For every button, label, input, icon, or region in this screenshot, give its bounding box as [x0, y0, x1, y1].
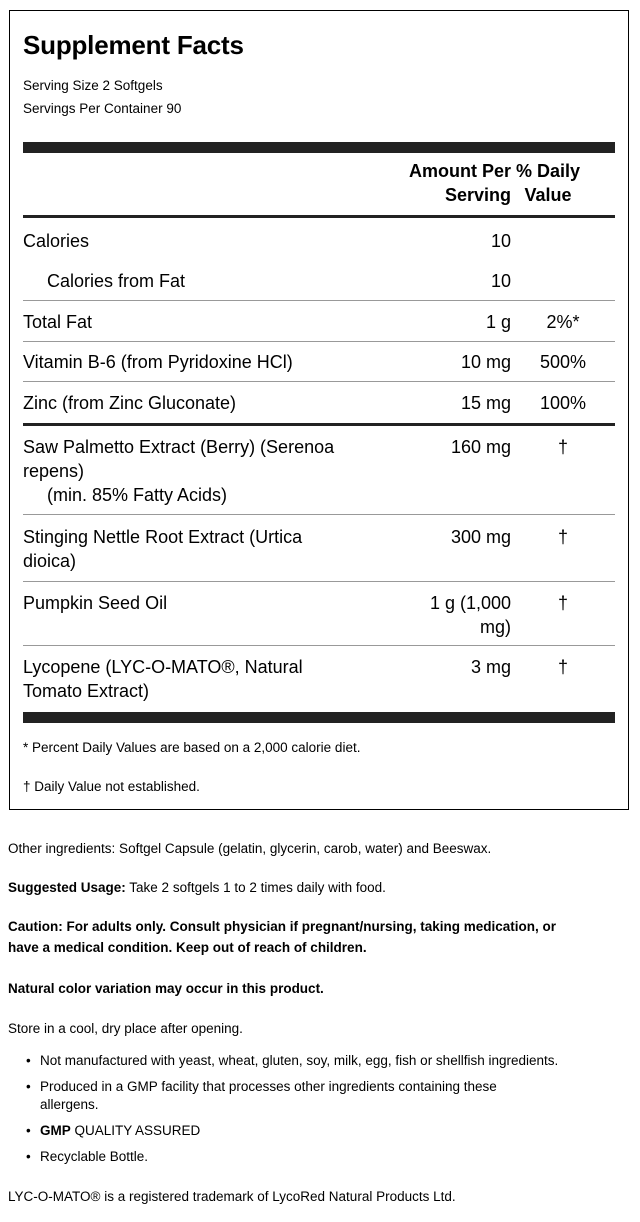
nutrient-amount-line2: mg) [480, 617, 511, 637]
row-divider [23, 645, 615, 646]
list-item-line2: allergens. [40, 1097, 99, 1112]
serving-size: Serving Size 2 Softgels [23, 78, 163, 93]
nutrient-name [23, 655, 303, 703]
row-divider [23, 514, 615, 515]
nutrient-name [23, 525, 302, 573]
nutrient-dv: † [557, 437, 568, 457]
gmp-text: QUALITY ASSURED [70, 1123, 201, 1138]
section-rule [23, 423, 615, 426]
nutrient-name-line2: Tomato Extract) [23, 681, 150, 701]
facts-title: Supplement Facts [23, 30, 244, 60]
header-amount-line2: Serving [444, 185, 511, 205]
list-item [22, 1122, 632, 1140]
nutrient-amount: 15 mg [460, 393, 511, 413]
nutrient-dv: † [557, 593, 568, 613]
list-item-line1: • Produced in a GMP facility that processes other ingredients containing these [40, 1079, 497, 1094]
list-item: • Not manufactured with yeast, wheat, gluten, soy, milk, egg, fish or shellfish ingredients. [22, 1052, 632, 1070]
row-divider [23, 381, 615, 382]
natural-color-note: Natural color variation may occur in this product. [8, 981, 324, 996]
nutrient-dv: 100% [539, 393, 587, 413]
nutrient-name [23, 435, 334, 507]
claims-list [22, 1052, 632, 1174]
nutrient-dv: † [557, 657, 568, 677]
nutrient-amount: 10 mg [460, 352, 511, 372]
nutrient-name: Calories from Fat [47, 271, 186, 291]
nutrient-amount: 160 mg [450, 437, 511, 457]
nutrient-amount: 10 [490, 231, 511, 251]
caution [8, 916, 556, 958]
list-item [22, 1078, 632, 1114]
footnote-percent: * Percent Daily Values are based on a 2,000 calorie diet. [23, 740, 361, 755]
caution-line2: have a medical condition. Keep out of reach of children. [8, 940, 367, 955]
suggested-usage [8, 877, 386, 898]
nutrient-dv: 500% [539, 352, 587, 372]
nutrient-name: Total Fat [23, 312, 93, 332]
nutrient-name-line2: repens) [23, 461, 85, 481]
suggested-usage-text: Take 2 softgels 1 to 2 times daily with food. [125, 880, 386, 895]
list-item: • Recyclable Bottle. [22, 1148, 632, 1166]
header-amount-line1: Amount Per [408, 161, 511, 181]
row-divider [23, 300, 615, 301]
nutrient-amount-line1: 1 g (1,000 [429, 593, 511, 613]
nutrient-name-line1: Stinging Nettle Root Extract (Urtica [23, 527, 303, 547]
caution-line1: Caution: For adults only. Consult physician if pregnant/nursing, taking medication, or [8, 919, 557, 934]
suggested-usage-label: Suggested Usage: [8, 880, 126, 895]
header-dv-line2: Value [524, 185, 572, 205]
row-divider [23, 581, 615, 582]
trademark-note: LYC-O-MATO® is a registered trademark of LycoRed Natural Products Ltd. [8, 1189, 456, 1204]
nutrient-name: Calories [23, 231, 90, 251]
nutrient-amount [430, 591, 511, 639]
header-dv-line1: % Daily [515, 161, 581, 181]
gmp-label: GMP [40, 1123, 71, 1138]
nutrient-amount: 10 [490, 271, 511, 291]
row-divider [23, 341, 615, 342]
nutrient-name-line1: Saw Palmetto Extract (Berry) (Serenoa [23, 437, 335, 457]
nutrient-dv: 2%* [546, 312, 580, 332]
nutrient-name: Zinc (from Zinc Gluconate) [23, 393, 237, 413]
top-thick-rule [23, 142, 615, 153]
nutrient-name-line2: dioica) [23, 551, 77, 571]
nutrient-amount: 1 g [485, 312, 511, 332]
nutrient-name-line3: (min. 85% Fatty Acids) [47, 485, 228, 505]
nutrient-dv: † [557, 527, 568, 547]
footnote-dagger: † Daily Value not established. [23, 779, 200, 794]
bottom-thick-rule [23, 712, 615, 723]
header-dv [507, 159, 589, 207]
servings-per-container: Servings Per Container 90 [23, 101, 182, 116]
nutrient-amount: 3 mg [470, 657, 511, 677]
storage-note: Store in a cool, dry place after opening. [8, 1021, 243, 1036]
other-ingredients: Other ingredients: Softgel Capsule (gelatin, glycerin, carob, water) and Beeswax. [8, 841, 492, 856]
nutrient-name: Vitamin B-6 (from Pyridoxine HCl) [23, 352, 293, 372]
header-rule [23, 215, 615, 218]
nutrient-amount: 300 mg [450, 527, 511, 547]
nutrient-name: Pumpkin Seed Oil [23, 593, 168, 613]
supplement-facts-panel [9, 10, 629, 810]
nutrient-name-line1: Lycopene (LYC-O-MATO®, Natural [23, 657, 303, 677]
header-amount [381, 159, 511, 207]
